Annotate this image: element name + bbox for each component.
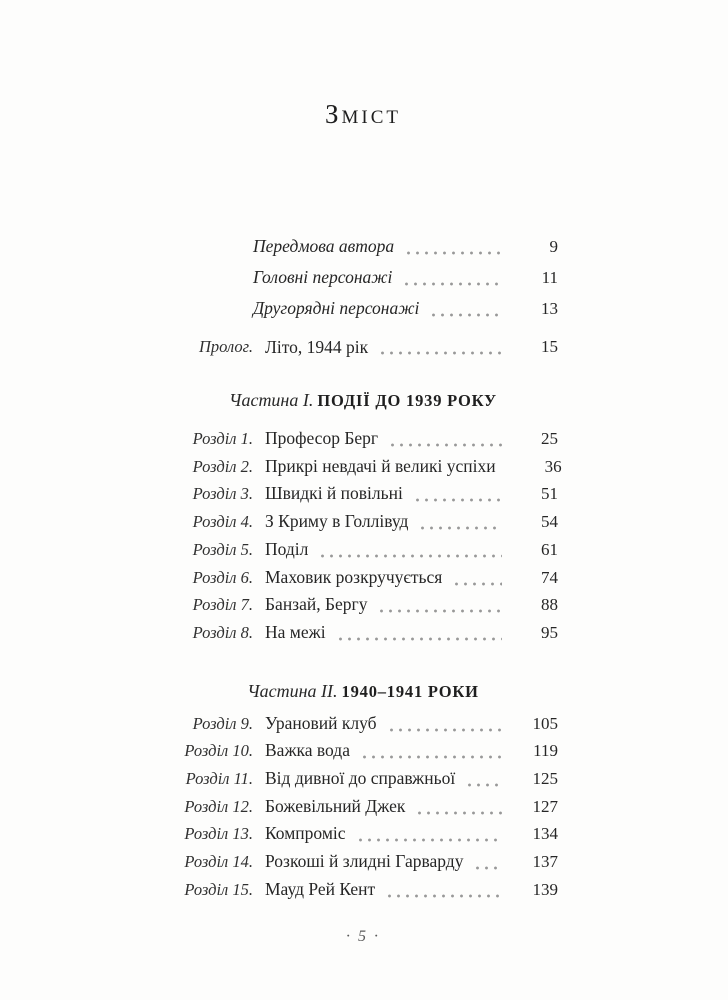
chapter-title: Маховик розкручується [265, 566, 443, 587]
chapter-label: Розділ 13. [184, 824, 253, 844]
chapter-page-number: 36 [544, 456, 562, 476]
chapter-title: Важка вода [265, 740, 350, 761]
chapter-title: Урановий клуб [265, 712, 377, 733]
part-1-label: Частина I. [229, 390, 314, 410]
toc-entry [168, 765, 558, 793]
dot-leader [413, 480, 502, 508]
chapter-title: Розкоші й злидні Гарварду [265, 851, 464, 872]
toc-entry [168, 564, 558, 592]
toc-entry [168, 293, 558, 324]
toc-entry [168, 820, 558, 848]
part-2-label: Частина II. [247, 680, 338, 701]
dot-leader [378, 333, 502, 361]
dot-leader [452, 564, 502, 592]
chapter-label: Розділ 4. [192, 512, 253, 532]
chapter-page-number: 119 [533, 741, 558, 761]
part-2-heading [168, 677, 558, 707]
dot-leader [336, 619, 502, 647]
dot-leader [318, 536, 502, 564]
toc-entry [168, 508, 558, 536]
chapter-page-number: 105 [532, 713, 558, 733]
dot-leader [388, 425, 502, 453]
chapter-title: Від дивної до справжньої [265, 768, 456, 789]
part-1-title: ПОДІЇ ДО 1939 РОКУ [317, 391, 497, 410]
chapter-page-number: 61 [541, 539, 558, 559]
chapter-page-number: 25 [541, 429, 558, 448]
dot-leader [415, 793, 502, 821]
chapter-title: Мауд Рей Кент [265, 878, 376, 899]
chapter-page-number: 51 [541, 484, 558, 504]
chapter-label: Розділ 12. [184, 796, 253, 816]
chapter-title: Божевільний Джек [265, 795, 406, 816]
prologue-page-number: 15 [541, 337, 558, 356]
entry-label [168, 231, 253, 262]
toc-entry [168, 453, 562, 481]
folio-page-number: · 5 · [346, 928, 380, 945]
chapter-page-number: 95 [541, 622, 558, 642]
chapter-page-number: 74 [541, 567, 558, 587]
toc-entry [168, 480, 558, 508]
dot-leader [465, 765, 502, 793]
chapter-title: З Криму в Голлівуд [265, 511, 409, 532]
entry-page-number: 11 [541, 268, 558, 287]
chapter-title: Професор Берг [265, 428, 379, 448]
chapter-label: Розділ 15. [184, 879, 253, 899]
part-2-title: 1940–1941 РОКИ [341, 681, 479, 701]
toc-entry [168, 710, 558, 738]
chapter-page-number: 54 [541, 512, 558, 532]
toc-entry [168, 737, 558, 765]
entry-label [168, 262, 253, 293]
chapter-label: Розділ 11. [185, 769, 253, 789]
contents-title: Зміст [324, 99, 402, 129]
chapter-label: Розділ 3. [192, 484, 253, 504]
dot-leader [360, 737, 502, 765]
toc-entry [168, 876, 558, 904]
toc-entry [168, 591, 558, 619]
toc-entry [168, 848, 558, 876]
chapter-label: Розділ 8. [192, 622, 253, 642]
chapter-label: Розділ 6. [192, 567, 253, 587]
chapter-title: На межі [265, 621, 326, 642]
front-matter-list [168, 231, 558, 324]
dot-leader [402, 262, 502, 293]
chapter-page-number: 137 [532, 852, 558, 872]
chapter-label: Розділ 14. [184, 852, 253, 872]
chapter-title: Банзай, Бергу [265, 594, 368, 615]
chapter-page-number: 139 [532, 879, 558, 899]
toc-entry [168, 231, 558, 262]
toc-content [168, 0, 562, 904]
prologue-entry [168, 333, 558, 361]
chapter-page-number: 125 [532, 769, 558, 789]
dot-leader [404, 231, 502, 262]
part-1-chapter-list [168, 425, 562, 647]
part-1-heading [168, 386, 558, 416]
toc-entry [168, 793, 558, 821]
chapter-page-number: 88 [541, 595, 558, 615]
dot-leader [385, 876, 502, 904]
chapter-title: Швидкі й повільні [265, 483, 403, 504]
dot-leader [429, 293, 502, 324]
dot-leader [356, 820, 502, 848]
chapter-label: Розділ 5. [192, 539, 253, 559]
entry-title: Головні персонажі [253, 267, 393, 287]
entry-page-number: 9 [549, 237, 558, 256]
chapter-page-number: 134 [532, 824, 558, 844]
entry-title: Другорядні персонажі [253, 298, 420, 318]
chapter-title: Прикрі невдачі й великі успіхи [265, 455, 496, 476]
toc-entry [168, 619, 558, 647]
prologue-title: Літо, 1944 рік [265, 337, 369, 357]
dot-leader [387, 710, 502, 738]
chapter-page-number: 127 [532, 796, 558, 816]
dot-leader [418, 508, 502, 536]
dot-leader [377, 591, 502, 619]
prologue-label: Пролог. [199, 337, 253, 356]
dot-leader [473, 848, 502, 876]
entry-page-number: 13 [541, 299, 558, 318]
chapter-label: Розділ 1. [192, 429, 253, 448]
toc-entry [168, 425, 558, 453]
chapter-title: Компроміс [265, 823, 346, 844]
toc-entry [168, 262, 558, 293]
chapter-label: Розділ 7. [192, 595, 253, 615]
entry-label [168, 293, 253, 324]
chapter-label: Розділ 9. [192, 713, 253, 733]
chapter-label: Розділ 10. [184, 741, 253, 761]
chapter-title: Поділ [265, 538, 309, 559]
entry-title: Передмова автора [253, 236, 395, 256]
chapter-label: Розділ 2. [192, 456, 253, 476]
part-2-chapter-list [168, 710, 558, 904]
toc-entry [168, 536, 558, 564]
